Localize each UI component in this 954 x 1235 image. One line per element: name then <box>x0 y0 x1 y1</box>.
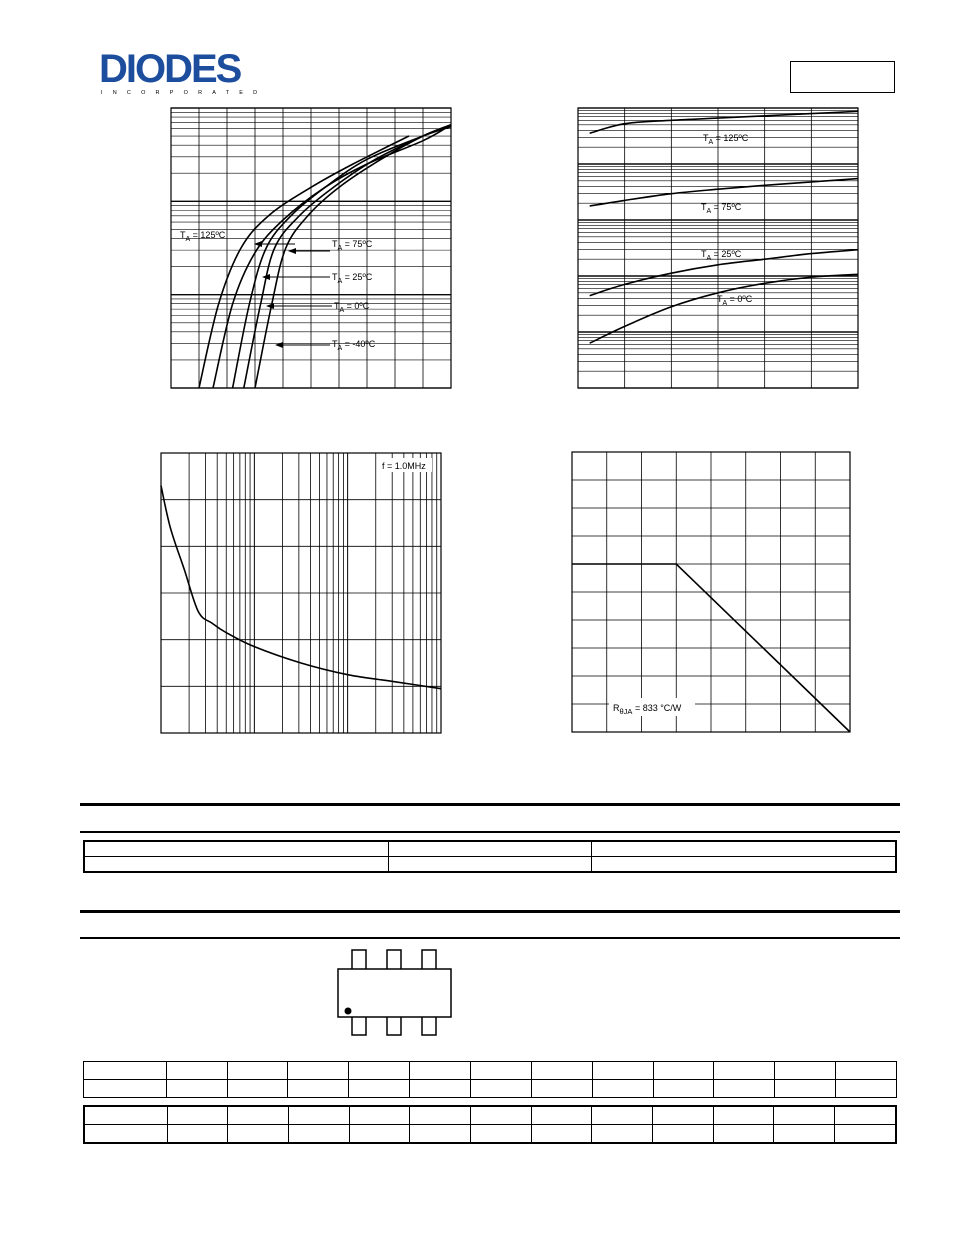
table-cell <box>531 1125 592 1144</box>
table-row <box>84 857 896 873</box>
package-outline <box>320 945 465 1040</box>
table-cell <box>592 841 897 857</box>
package-pin-bottom-2 <box>387 1015 401 1035</box>
table-cell <box>288 1106 349 1125</box>
package-pin-top-2 <box>387 950 401 970</box>
marking-table-1 <box>83 1061 897 1098</box>
table-cell <box>592 857 897 873</box>
table-cell <box>349 1106 410 1125</box>
svg-text:TA = 75ºC: $T_A$ = 75ºC <box>332 239 373 252</box>
table-cell <box>389 841 592 857</box>
package-pin-bottom-1 <box>352 1015 366 1035</box>
annotation-ta-125: $T_A$ = 125ºC <box>703 133 749 146</box>
table-cell <box>835 1125 896 1144</box>
annotation-ta-25: $T_A$ = 25ºC <box>701 249 742 262</box>
table-cell <box>774 1125 835 1144</box>
svg-text:TA = -40ºC: $T_A$ = -40ºC <box>332 339 376 352</box>
table-cell <box>84 841 389 857</box>
table-cell <box>775 1062 836 1080</box>
chart-1 <box>170 107 452 389</box>
table-cell <box>471 1125 532 1144</box>
part-number-box <box>790 61 895 93</box>
table-cell <box>228 1106 289 1125</box>
annotation-ta-minus-40 <box>275 339 376 352</box>
table-cell <box>410 1106 471 1125</box>
series-line-1 <box>161 486 441 689</box>
annotation-rthja: $R_{\theta JA} = 833$ °C/W <box>613 703 682 716</box>
table-cell <box>349 1062 410 1080</box>
logo-tagline: INCORPORATED <box>101 90 268 96</box>
section-rule-marking-bottom <box>80 937 900 939</box>
table-cell <box>84 857 389 873</box>
table-cell <box>531 1106 592 1125</box>
table-cell <box>653 1125 714 1144</box>
section-rule-ordering-bottom <box>80 831 900 833</box>
annotation-frequency: f = 1.0MHz <box>382 461 426 471</box>
svg-text:TA = 25ºC: $T_A$ = 25ºC <box>332 272 373 285</box>
table-cell <box>653 1106 714 1125</box>
table-cell <box>288 1062 349 1080</box>
table-cell <box>349 1080 410 1098</box>
table-cell <box>592 1062 653 1080</box>
series-line-1 <box>590 111 858 133</box>
table-cell <box>228 1125 289 1144</box>
table-cell <box>227 1080 288 1098</box>
table-cell <box>410 1125 471 1144</box>
table-row <box>84 841 896 857</box>
series-line-1 <box>199 136 409 388</box>
table-row <box>84 1080 897 1098</box>
chart-3 <box>160 452 442 734</box>
table-cell <box>167 1106 228 1125</box>
table-cell <box>349 1125 410 1144</box>
table-cell <box>288 1080 349 1098</box>
table-cell <box>775 1080 836 1098</box>
package-body <box>338 969 451 1017</box>
table-cell <box>531 1080 592 1098</box>
table-cell <box>84 1106 167 1125</box>
table-cell <box>410 1062 471 1080</box>
package-pin-top-1 <box>352 950 366 970</box>
package-pin-top-3 <box>422 950 436 970</box>
pin1-dot-icon <box>345 1008 352 1015</box>
table-cell <box>471 1062 532 1080</box>
svg-text:TA = 125ºC: $T_A$ = 125ºC <box>180 230 226 243</box>
table-cell <box>84 1125 167 1144</box>
table-cell <box>653 1080 714 1098</box>
table-cell <box>713 1125 774 1144</box>
section-rule-marking-top <box>80 910 900 913</box>
table-cell <box>288 1125 349 1144</box>
table-cell <box>227 1062 288 1080</box>
diodes-logo <box>98 48 270 96</box>
logo-wordmark: DIODES <box>99 48 241 91</box>
table-cell <box>471 1106 532 1125</box>
table-cell <box>84 1080 167 1098</box>
ordering-table <box>83 840 897 873</box>
table-cell <box>167 1125 228 1144</box>
section-rule-ordering-top <box>80 803 900 806</box>
chart-2 <box>577 107 859 389</box>
table-row <box>84 1106 896 1125</box>
svg-text:TA = 0ºC: $T_A$ = 0ºC <box>334 301 370 314</box>
table-cell <box>713 1106 774 1125</box>
table-cell <box>835 1106 896 1125</box>
table-cell <box>592 1125 653 1144</box>
table-cell <box>774 1106 835 1125</box>
annotation-ta-0: $T_A$ = 0ºC <box>717 294 753 307</box>
table-cell <box>84 1062 167 1080</box>
table-cell <box>531 1062 592 1080</box>
table-cell <box>836 1080 897 1098</box>
table-cell <box>592 1106 653 1125</box>
annotation-ta-75 <box>288 239 373 254</box>
table-cell <box>592 1080 653 1098</box>
table-cell <box>166 1062 227 1080</box>
table-cell <box>410 1080 471 1098</box>
table-cell <box>389 857 592 873</box>
table-row <box>84 1062 897 1080</box>
table-cell <box>714 1062 775 1080</box>
annotation-ta-75: $T_A$ = 75ºC <box>701 202 742 215</box>
table-row <box>84 1125 896 1144</box>
table-cell <box>714 1080 775 1098</box>
table-cell <box>836 1062 897 1080</box>
table-cell <box>166 1080 227 1098</box>
chart-4 <box>571 451 851 733</box>
package-pin-bottom-3 <box>422 1015 436 1035</box>
marking-table-2 <box>83 1105 897 1144</box>
annotation-ta-0 <box>266 301 370 314</box>
table-cell <box>471 1080 532 1098</box>
table-cell <box>653 1062 714 1080</box>
